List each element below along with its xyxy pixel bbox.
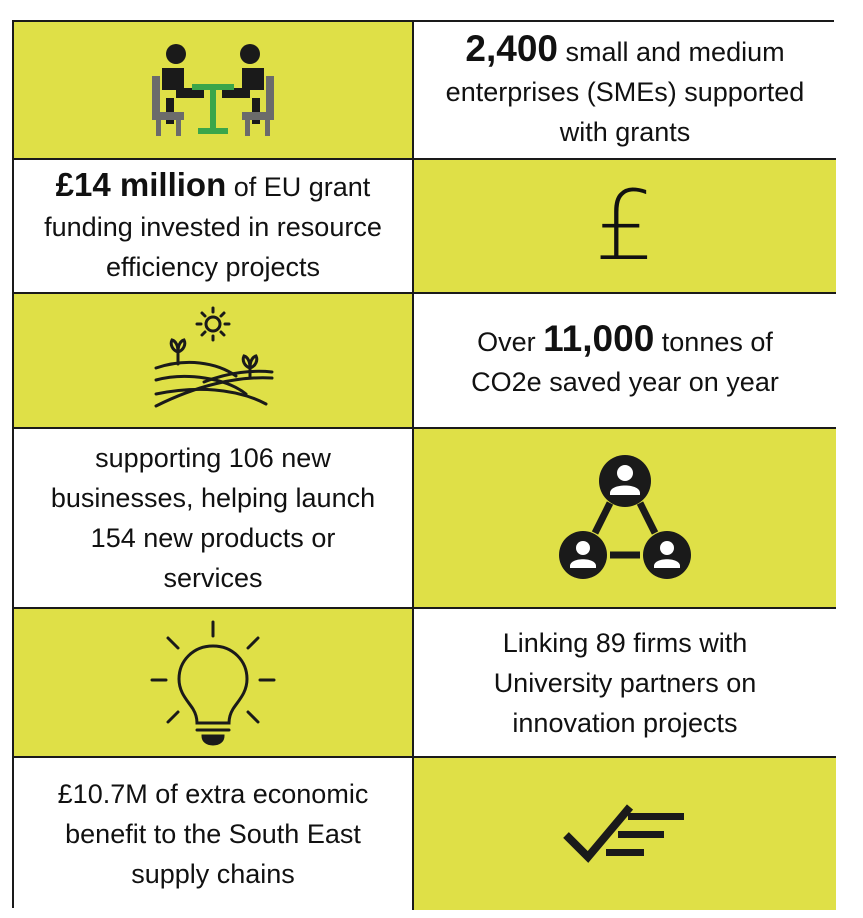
checklist-cell xyxy=(414,758,836,910)
co2-prefix: Over xyxy=(477,327,544,357)
grant-funding-text xyxy=(24,165,402,287)
co2-text xyxy=(424,319,826,402)
smes-description: small and medium enterprises (SMEs) supported with grants xyxy=(445,36,805,147)
economic-benefit-text: £10.7M of extra economic benefit to the South East supply chains xyxy=(57,779,369,889)
grant-amount: £14 million xyxy=(55,166,227,203)
economic-benefit-cell xyxy=(14,758,414,910)
grant-description: of EU grant funding invested in resource efficiency projects xyxy=(44,172,382,282)
co2-description: tonnes of CO2e saved year on year xyxy=(471,327,779,397)
pound-cell xyxy=(414,160,836,294)
new-businesses-cell xyxy=(14,429,414,609)
smes-text xyxy=(424,29,826,152)
grant-funding-cell xyxy=(14,160,414,294)
university-cell xyxy=(414,609,836,758)
co2-amount: 11,000 xyxy=(543,318,655,359)
meeting-cell xyxy=(14,22,414,160)
farmland-sun-icon xyxy=(148,306,278,416)
farmland-cell xyxy=(14,294,414,429)
university-text: Linking 89 firms with University partners on innovation projects xyxy=(493,627,757,738)
stats-grid xyxy=(12,20,834,908)
pound-sign-icon: £ xyxy=(594,170,656,282)
smes-cell xyxy=(414,22,836,160)
checklist-icon xyxy=(560,799,690,869)
lightbulb-icon xyxy=(148,618,278,748)
lightbulb-cell xyxy=(14,609,414,758)
network-cell xyxy=(414,429,836,609)
smes-count: 2,400 xyxy=(465,27,558,69)
new-businesses-text: supporting 106 new businesses, helping launch 154 new products or services xyxy=(50,443,376,593)
people-network-icon xyxy=(555,453,695,583)
co2-cell xyxy=(414,294,836,429)
meeting-table-icon xyxy=(138,40,288,140)
